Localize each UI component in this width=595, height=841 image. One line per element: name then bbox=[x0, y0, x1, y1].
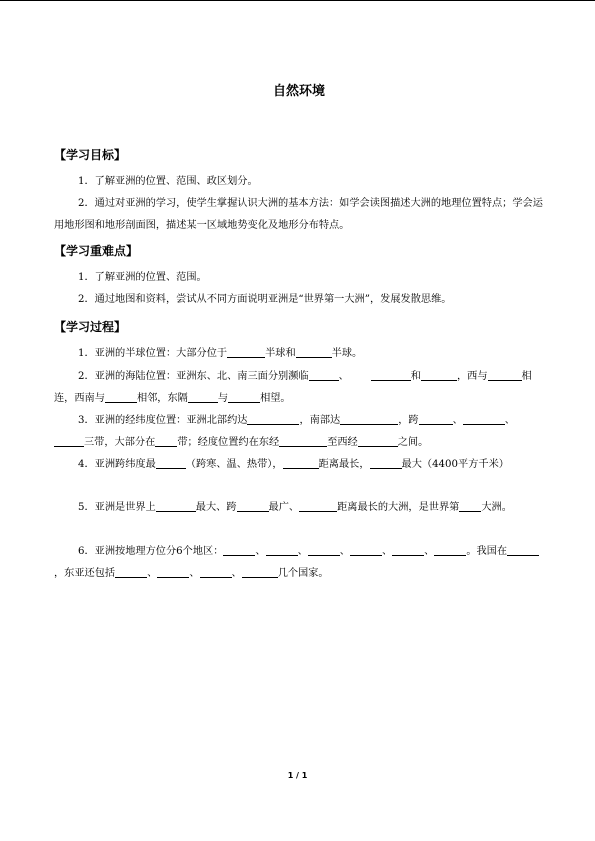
blank[interactable] bbox=[200, 565, 232, 578]
blank[interactable] bbox=[247, 412, 299, 425]
q3-text: ，跨 bbox=[398, 415, 419, 426]
blank[interactable] bbox=[115, 565, 147, 578]
q4-text: 4．亚洲跨纬度最 bbox=[78, 459, 156, 470]
blank[interactable] bbox=[459, 499, 481, 512]
blank[interactable] bbox=[309, 368, 339, 381]
goal-item-1: 1．了解亚洲的位置、范围、政区划分。 bbox=[78, 176, 258, 187]
q2-text: 相望。 bbox=[260, 393, 291, 404]
q3-text: ，南部达 bbox=[299, 415, 341, 426]
q2-text: 和 bbox=[410, 371, 421, 382]
q6-text: 、 bbox=[189, 568, 200, 579]
blank[interactable] bbox=[155, 434, 177, 447]
q6-text: 、 bbox=[424, 546, 435, 557]
q2-text: 相邻，东隔 bbox=[136, 393, 188, 404]
q3-text: 三带，大部分在 bbox=[84, 437, 156, 448]
q2-text: 相连，西南与 bbox=[54, 371, 532, 404]
q6-text: 、 bbox=[297, 546, 308, 557]
blank[interactable] bbox=[157, 565, 189, 578]
blank[interactable] bbox=[419, 412, 453, 425]
q5-text: 大洲。 bbox=[481, 502, 512, 513]
q5-text: 5．亚洲是世界上 bbox=[78, 502, 156, 513]
goal-item-2: 2．通过对亚洲的学习，使学生掌握认识大洲的基本方法：如学会读图描述大洲的地理位置特点；学会运用地形图和地形剖面图，描述某一区域地势变化及地形分布特点。 bbox=[54, 198, 543, 231]
page-number: 1 / 1 bbox=[287, 771, 308, 780]
q5-text: 最广、 bbox=[268, 502, 300, 513]
blank[interactable] bbox=[488, 368, 522, 381]
blank[interactable] bbox=[105, 390, 137, 403]
blank[interactable] bbox=[358, 434, 398, 447]
q6-text: 、 bbox=[147, 568, 158, 579]
blank[interactable] bbox=[156, 499, 196, 512]
q5-text: 最大、跨 bbox=[195, 502, 237, 513]
question-5 bbox=[54, 497, 544, 519]
goals-heading: 【学习目标】 bbox=[54, 148, 127, 162]
q1-text: 1．亚洲的半球位置：大部分位于 bbox=[78, 348, 228, 359]
q6-text: 、 bbox=[381, 546, 393, 557]
q4-text: （跨寒、温、热带）， bbox=[185, 459, 283, 470]
keypoints-heading: 【学习重难点】 bbox=[54, 244, 139, 258]
keypoint-item-2: 2．通过地图和资料，尝试从不同方面说明亚洲是“世界第一大洲”，发展发散思维。 bbox=[78, 294, 452, 305]
question-4 bbox=[54, 454, 544, 476]
q6-text: ，东亚还包括 bbox=[54, 568, 116, 579]
q6-text: 。我国在 bbox=[466, 546, 508, 557]
keypoint-item-1: 1．了解亚洲的位置、范围。 bbox=[78, 272, 207, 283]
blank[interactable] bbox=[340, 412, 398, 425]
blank[interactable] bbox=[308, 543, 340, 556]
blank[interactable] bbox=[54, 434, 84, 447]
blank[interactable] bbox=[463, 412, 505, 425]
q6-text: 几个国家。 bbox=[277, 568, 329, 579]
blank[interactable] bbox=[188, 390, 218, 403]
blank[interactable] bbox=[421, 368, 457, 381]
question-2 bbox=[54, 366, 544, 410]
q2-text: 与 bbox=[217, 393, 229, 404]
question-6 bbox=[54, 541, 544, 585]
q3-text: 、 bbox=[504, 415, 515, 426]
blank[interactable] bbox=[242, 565, 278, 578]
q6-text: 6．亚洲按地理方位分6个地区： bbox=[78, 546, 224, 557]
q3-text: 带；经度位置约在东经 bbox=[177, 437, 280, 448]
q2-text: 2．亚洲的海陆位置：亚洲东、北、南三面分别濒临 bbox=[78, 371, 309, 382]
q3-text: 之间。 bbox=[397, 437, 429, 448]
top-border-line bbox=[0, 0, 595, 1]
blank[interactable] bbox=[371, 368, 411, 381]
blank[interactable] bbox=[237, 499, 269, 512]
blank[interactable] bbox=[507, 543, 539, 556]
q3-text: 至西经 bbox=[327, 437, 358, 448]
q4-text: 距离最长， bbox=[318, 459, 370, 470]
page-title: 自然环境 bbox=[272, 84, 325, 99]
blank[interactable] bbox=[296, 345, 332, 358]
q4-text: 最大（4400平方千米） bbox=[401, 459, 509, 470]
blank[interactable] bbox=[223, 543, 255, 556]
q3-text: 3．亚洲的经纬度位置：亚洲北部约达 bbox=[78, 415, 248, 426]
question-3 bbox=[54, 410, 544, 454]
q3-text: 、 bbox=[452, 415, 463, 426]
blank[interactable] bbox=[156, 456, 186, 469]
blank[interactable] bbox=[283, 456, 319, 469]
q2-text: 、 bbox=[338, 371, 349, 382]
process-heading: 【学习过程】 bbox=[54, 320, 127, 334]
blank[interactable] bbox=[228, 390, 260, 403]
blank[interactable] bbox=[392, 543, 424, 556]
q6-text: 、 bbox=[231, 568, 242, 579]
blank[interactable] bbox=[370, 456, 402, 469]
blank[interactable] bbox=[266, 543, 298, 556]
q1-text: 半球。 bbox=[331, 348, 363, 359]
q5-text: 距离最长的大洲，是世界第 bbox=[337, 502, 460, 513]
blank[interactable] bbox=[350, 543, 382, 556]
q6-text: 、 bbox=[339, 546, 350, 557]
question-1 bbox=[54, 343, 544, 365]
blank[interactable] bbox=[434, 543, 466, 556]
q1-text: 半球和 bbox=[265, 348, 296, 359]
blank[interactable] bbox=[279, 434, 327, 447]
q2-text: ，西与 bbox=[456, 371, 488, 382]
q6-text: 、 bbox=[255, 546, 266, 557]
blank[interactable] bbox=[227, 345, 265, 358]
blank[interactable] bbox=[299, 499, 337, 512]
